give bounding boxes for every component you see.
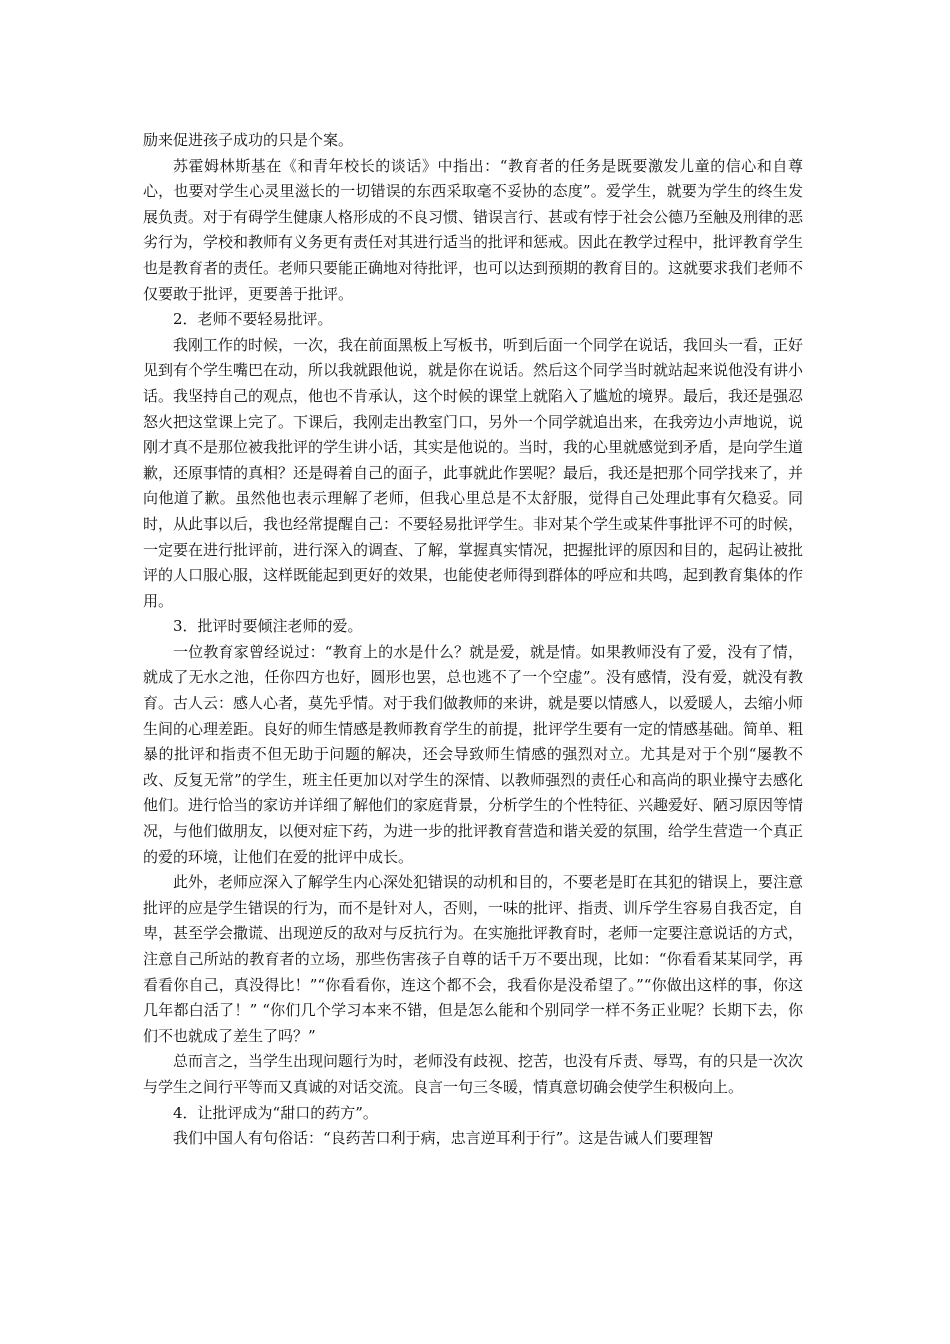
section-heading-3: 3．批评时要倾注老师的爱。: [173, 617, 363, 636]
paragraph-moreover: 此外，老师应深入了解学生内心深处犯错误的动机和目的，不要老是盯在其犯的错误上，要注意批评的应是学生错误的行为，而不是针对人，否则，一味的批评、指责、训斥学生容易自我否定，自卑，甚至学会撒谎、出现逆反的敌对与反抗行为。在实施批评教育时，老师一定要注意说话的方式，注意自己所站的教育者的立场，那些伤害孩子自尊的话千万不要出现，比如：“你看看某某同学，再看看你自己，真没得比！”“你看看你，连这个都不会，我看你是没希望了。”“你做出这样的事，你这几年都白活了！” “你们几个学习本来不错，但是怎么能和个别同学一样不务正业呢？长期下去，你们不也就成了差生了吗？”: [143, 873, 804, 1045]
document-body: [143, 128, 803, 1152]
paragraph-sukhomlinsky-quote: 苏霍姆林斯基在《和青年校长的谈话》中指出：“教育者的任务是既要激发儿童的信心和自尊心，也要对学生心灵里滋长的一切错误的东西采取毫不妥协的态度”。爱学生，就要为学生的终生发展负责。对于有碍学生健康人格形成的不良习惯、错误言行、甚或有悖于社会公德乃至触及刑律的恶劣行为，学校和教师有义务更有责任对其进行适当的批评和惩戒。因此在教学过程中，批评教育学生也是教育者的责任。老师只要能正确地对待批评，也可以达到预期的教育目的。这就要求我们老师不仅要敢于批评，更要善于批评。: [143, 156, 804, 303]
paragraph-proverb: 我们中国人有句俗话：“良药苦口利于病，忠言逆耳利于行”。这是告诫人们要理智: [173, 1129, 714, 1148]
section-heading-2: 2．老师不要轻易批评。: [173, 310, 333, 329]
paragraph-educator-quote: 一位教育家曾经说过：“教育上的水是什么？就是爱，就是情。如果教师没有了爱，没有了情，就成了无水之池，任你四方也好，圆形也罢，总也逃不了一个空虚”。没有感情，没有爱，就没有教育。古人云：感人心者，莫先乎情。对于我们做教师的来讲，就是要以情感人，以爱暖人，去缩小师生间的心理差距。良好的师生情感是教师教育学生的前提，批评学生要有一定的情感基础。简单、粗暴的批评和指责不但无助于问题的解决，还会导致师生情感的强烈对立。尤其是对于个别“屡教不改、反复无常”的学生，班主任更加以对学生的深情、以教师强烈的责任心和高尚的职业操守去感化他们。进行恰当的家访并详细了解他们的家庭背景，分析学生的个性特征、兴趣爱好、陋习原因等情况，与他们做朋友，以便对症下药，为进一步的批评教育营造和谐关爱的氛围，给学生营造一个真正的爱的环境，让他们在爱的批评中成长。: [143, 642, 804, 866]
paragraph-continuation: 励来促进孩子成功的只是个案。: [143, 131, 354, 149]
section-heading-4: 4．让批评成为“甜口的药方”。: [173, 1103, 378, 1122]
paragraph-summary: 总而言之，当学生出现问题行为时，老师没有歧视、挖苦，也没有斥责、辱骂，有的只是一次次与学生之间行平等而又真诚的对话交流。良言一句三冬暖，情真意切确会使学生积极向上。: [143, 1052, 804, 1096]
paragraph-anecdote: 我刚工作的时候，一次，我在前面黑板上写板书，听到后面一个同学在说话，我回头一看，正好见到有个学生嘴巴在动，所以我就跟他说，就是你在说话。然后这个同学当时就站起来说他没有讲小话。我坚持自己的观点，他也不肯承认，这个时候的课堂上就陷入了尴尬的境界。最后，我还是强忍怒火把这堂课上完了。下课后，我刚走出教室门口，另外一个同学就追出来，在我旁边小声地说，说刚才真不是那位被我批评的学生讲小话，其实是他说的。当时，我的心里就感觉到矛盾，是向学生道歉，还原事情的真相？还是碍着自己的面子，此事就此作罢呢？最后，我还是把那个同学找来了，并向他道了歉。虽然他也表示理解了老师，但我心里总是不太舒服，觉得自己处理此事有欠稳妥。同时，从此事以后，我也经常提醒自己：不要轻易批评学生。非对某个学生或某件事批评不可的时候，一定要在进行批评前，进行深入的调查、了解，掌握真实情况，把握批评的原因和目的，起码让被批评的人口服心服，这样既能起到更好的效果，也能使老师得到群体的呼应和共鸣，起到教育集体的作用。: [143, 335, 804, 610]
